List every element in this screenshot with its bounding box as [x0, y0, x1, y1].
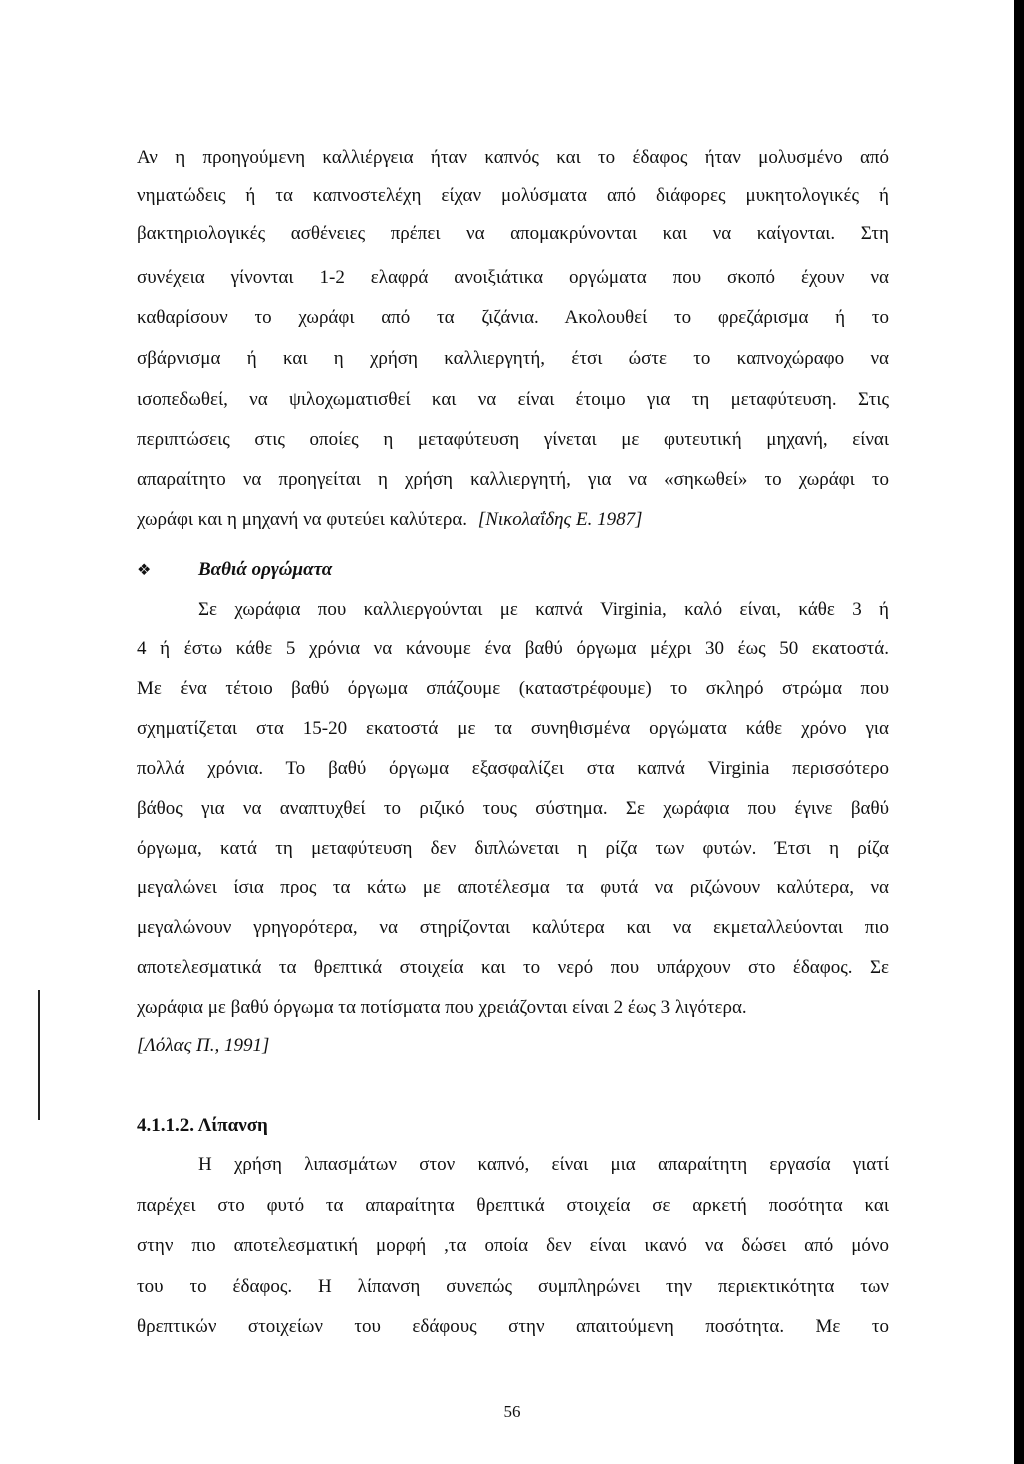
paragraph-line: βακτηριολογικές ασθένειες πρέπει να απομακρύνονται και να καίγονται. Στη [137, 223, 889, 244]
bullet-diamond-icon: ❖ [137, 562, 153, 579]
paragraph-line: αποτελεσματικά τα θρεπτικά στοιχεία και το νερό που υπάρχουν στο έδαφος. Σε [137, 957, 889, 978]
paragraph-line: παρέχει στο φυτό τα απαραίτητα θρεπτικά στοιχεία σε αρκετή ποσότητα και [137, 1195, 889, 1216]
paragraph-line: Σε χωράφια που καλλιεργούνται με καπνά Virginia, καλό είναι, κάθε 3 ή [198, 599, 889, 620]
paragraph-line: απαραίτητο να προηγείται η χρήση καλλιεργητή, για να «σηκωθεί» το χωράφι το [137, 469, 889, 490]
paragraph-line: βάθος για να αναπτυχθεί το ριζικό τους σύστημα. Σε χωράφια που έγινε βαθύ [137, 798, 889, 819]
section-title: Λίπανση [197, 1115, 268, 1136]
paragraph-line: σχηματίζεται στα 15-20 εκατοστά με τα συνηθισμένα οργώματα κάθε χρόνο για [137, 718, 889, 739]
page-number: 56 [503, 1402, 521, 1421]
scan-edge [1014, 0, 1024, 1464]
paragraph-line: συνέχεια γίνονται 1-2 ελαφρά ανοιξιάτικα οργώματα που σκοπό έχουν να [137, 267, 889, 288]
paragraph-line: μεγαλώνει ίσια προς τα κάτω με αποτέλεσμα τα φυτά να ριζώνουν καλύτερα, να [137, 877, 889, 898]
paragraph-line: χωράφια με βαθύ όργωμα τα ποτίσματα που χρειάζονται είναι 2 έως 3 λιγότερα. [137, 997, 747, 1018]
paragraph-line: μεγαλώνουν γρηγορότερα, να στηρίζονται καλύτερα και να εκμεταλλεύονται πιο [137, 917, 889, 938]
margin-rule [38, 990, 40, 1120]
paragraph-line: πολλά χρόνια. Το βαθύ όργωμα εξασφαλίζει στα καπνά Virginia περισσότερο [137, 758, 889, 779]
paragraph-last-line [137, 508, 642, 532]
paragraph-line: στην πιο αποτελεσματική μορφή ,τα οποία δεν είναι ικανό να δώσει από μόνο [137, 1235, 889, 1256]
section-number: 4.1.1.2. [137, 1115, 194, 1136]
section-heading: Βαθιά οργώματα [198, 559, 333, 580]
section-heading [137, 1114, 268, 1138]
citation: [Νικολαΐδης Ε. 1987] [477, 509, 643, 530]
paragraph-line: όργωμα, κατά τη μεταφύτευση δεν διπλώνεται η ρίζα των φυτών. Έτσι η ρίζα [137, 838, 889, 859]
paragraph-line: του το έδαφος. Η λίπανση συνεπώς συμπληρώνει την περιεκτικότητα των [137, 1276, 889, 1297]
paragraph-line: Με ένα τέτοιο βαθύ όργωμα σπάζουμε (καταστρέφουμε) το σκληρό στρώμα που [137, 678, 889, 699]
paragraph-line: σβάρνισμα ή και η χρήση καλλιεργητή, έτσι ώστε το καπνοχώραφο να [137, 348, 889, 369]
paragraph-line: καθαρίσουν το χωράφι από τα ζιζάνια. Ακολουθεί το φρεζάρισμα ή το [137, 307, 889, 328]
citation: [Λόλας Π., 1991] [137, 1035, 270, 1056]
paragraph-line: Η χρήση λιπασμάτων στον καπνό, είναι μια απαραίτητη εργασία γιατί [198, 1154, 889, 1175]
paragraph-line: 4 ή έστω κάθε 5 χρόνια να κάνουμε ένα βαθύ όργωμα μέχρι 30 έως 50 εκατοστά. [137, 638, 889, 659]
paragraph-line: Αν η προηγούμενη καλλιέργεια ήταν καπνός και το έδαφος ήταν μολυσμένο από [137, 147, 889, 168]
paragraph-line: ισοπεδωθεί, να ψιλοχωματισθεί και να είναι έτοιμο για τη μεταφύτευση. Στις [137, 389, 889, 410]
paragraph-text: χωράφι και η μηχανή να φυτεύει καλύτερα. [137, 509, 468, 530]
paragraph-line: νηματώδεις ή τα καπνοστελέχη είχαν μολύσματα από διάφορες μυκητολογικές ή [137, 185, 889, 206]
paragraph-line: θρεπτικών στοιχείων του εδάφους στην απαιτούμενη ποσότητα. Με το [137, 1316, 889, 1337]
paragraph-line: περιπτώσεις στις οποίες η μεταφύτευση γίνεται με φυτευτική μηχανή, είναι [137, 429, 889, 450]
